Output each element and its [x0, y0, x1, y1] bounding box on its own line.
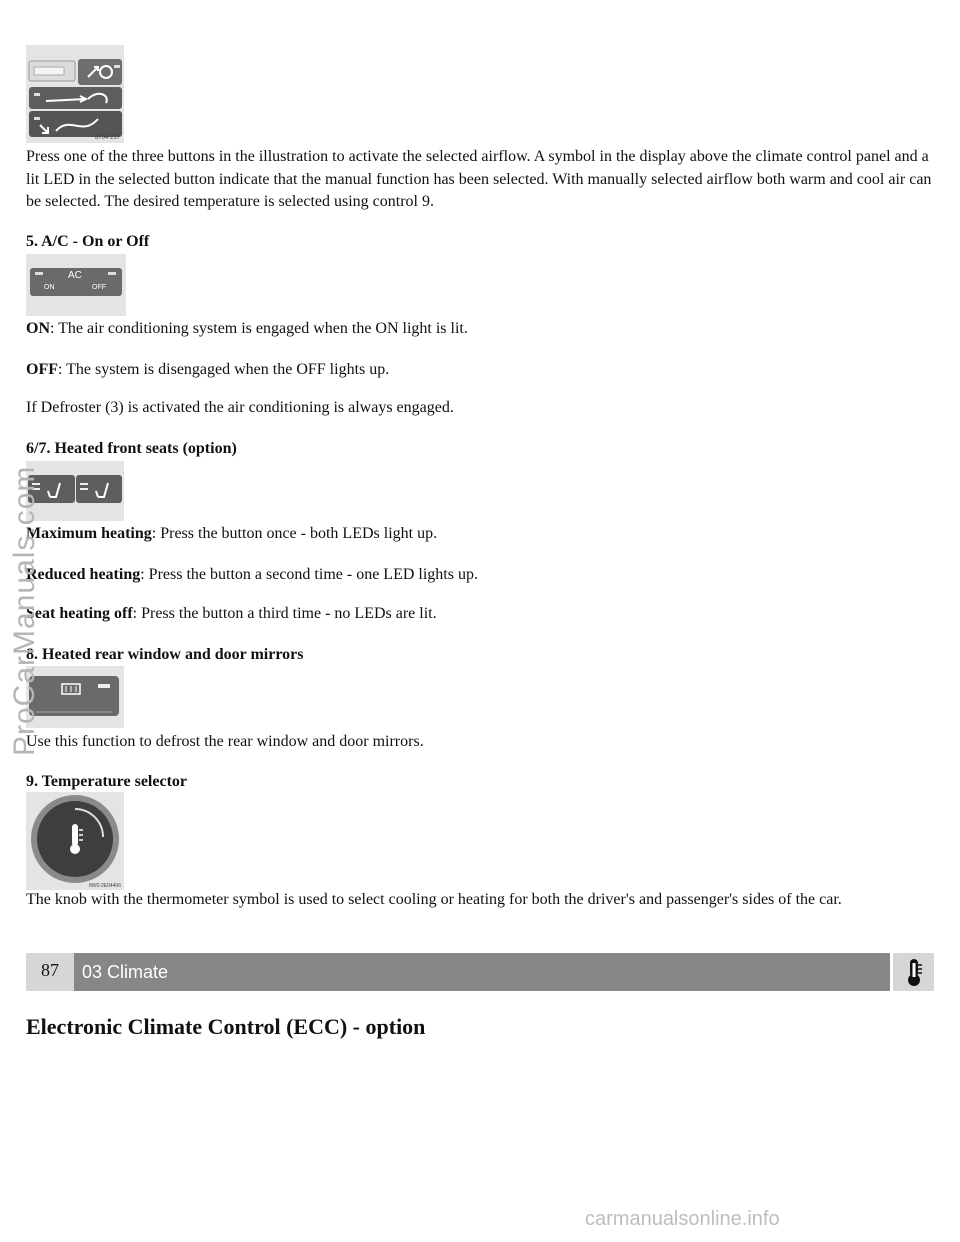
ac-off-label: OFF: [92, 284, 106, 291]
ac-on-line: [26, 318, 468, 341]
ac-heading: 5. A/C - On or Off: [26, 233, 150, 250]
knob-figure-code: 8W0-2E04406: [89, 883, 121, 889]
temperature-text: The knob with the thermometer symbol is used to select cooling or heating for both the driver's and passenger's sides of the car.: [26, 891, 842, 908]
temperature-knob-figure: [26, 792, 124, 890]
airflow-paragraph: Press one of the three buttons in the illustration to activate the selected airflow. A symbol in the display above the climate control panel and a lit LED in the selected button indicate that the manual function has been selected. With manually selected airflow both warm and cool air can be selected. The desired temperature is selected using control 9.: [26, 148, 932, 210]
thermometer-icon: [890, 953, 934, 991]
side-watermark: ProCarManuals.com: [8, 465, 41, 756]
ac-on-term: ON: [26, 320, 50, 337]
ac-button-figure: [26, 254, 126, 316]
ac-off-term: OFF: [26, 361, 58, 378]
next-section-title: Electronic Climate Control (ECC) - option: [26, 1014, 426, 1039]
max-heating-text: : Press the button once - both LEDs light up.: [151, 525, 438, 542]
section-title: 03 Climate: [82, 962, 169, 982]
ac-off-text: : The system is disengaged when the OFF lights up.: [58, 361, 390, 378]
page-number: 87: [26, 953, 74, 991]
section-bar: [26, 953, 934, 991]
footer-watermark: carmanualsonline.info: [585, 1208, 780, 1230]
ac-off-line: [26, 359, 389, 382]
seats-heading: 6/7. Heated front seats (option): [26, 440, 237, 457]
airflow-buttons-figure: [26, 45, 124, 143]
seat-off-line: [26, 603, 437, 626]
temperature-heading: 9. Temperature selector: [26, 773, 187, 790]
seat-off-text: : Press the button a third time - no LEDs are lit.: [132, 605, 437, 622]
defroster-text: If Defroster (3) is activated the air conditioning is always engaged.: [26, 399, 454, 416]
reduced-heating-line: [26, 564, 478, 587]
rear-window-heading: 8. Heated rear window and door mirrors: [26, 646, 304, 663]
ac-on-label: ON: [44, 284, 55, 291]
ac-label: AC: [68, 270, 82, 281]
seat-off-term: Seat heating off: [26, 605, 133, 622]
max-heating-line: [26, 523, 437, 546]
max-heating-term: Maximum heating: [26, 525, 152, 542]
reduced-heating-text: : Press the button a second time - one LED lights up.: [140, 566, 478, 583]
rear-window-text: Use this function to defrost the rear window and door mirrors.: [26, 733, 424, 750]
ac-on-text: : The air conditioning system is engaged when the ON light is lit.: [50, 320, 468, 337]
figure-code: 8704 217: [94, 135, 120, 141]
reduced-heating-term: Reduced heating: [26, 566, 141, 583]
